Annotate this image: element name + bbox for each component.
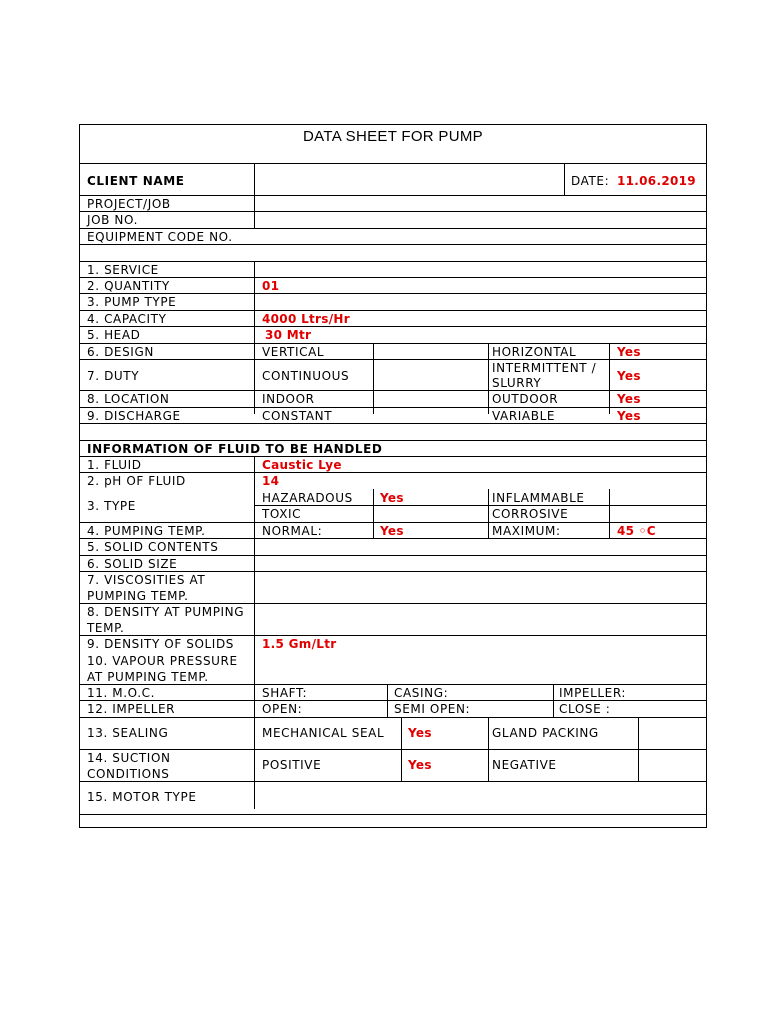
hazardous-label: HAZARADOUS bbox=[262, 491, 353, 505]
mechanical-seal-value: Yes bbox=[408, 726, 432, 740]
row-divider bbox=[80, 440, 706, 441]
fluid-section-title: INFORMATION OF FLUID TO BE HANDLED bbox=[87, 442, 383, 456]
positive-value: Yes bbox=[408, 758, 432, 772]
row-divider bbox=[80, 261, 706, 262]
date-value: 11.06.2019 bbox=[617, 174, 696, 188]
row-divider bbox=[80, 456, 706, 457]
column-divider bbox=[564, 163, 565, 195]
row-divider bbox=[80, 522, 706, 523]
column-divider bbox=[488, 489, 489, 539]
location-outdoor-value: Yes bbox=[617, 392, 641, 406]
suction-conditions-label: 14. SUCTION CONDITIONS bbox=[87, 751, 171, 781]
column-divider bbox=[254, 456, 255, 809]
row-divider bbox=[80, 228, 706, 229]
service-label: 1. SERVICE bbox=[87, 263, 159, 277]
head-label: 5. HEAD bbox=[87, 328, 141, 342]
column-divider bbox=[553, 684, 554, 717]
fluid-label: 1. FLUID bbox=[87, 458, 142, 472]
capacity-label: 4. CAPACITY bbox=[87, 312, 167, 326]
maximum-label: MAXIMUM: bbox=[492, 524, 561, 538]
row-divider bbox=[80, 163, 706, 164]
motor-type-label: 15. MOTOR TYPE bbox=[87, 790, 197, 804]
column-divider bbox=[387, 684, 388, 717]
row-divider bbox=[80, 717, 706, 718]
head-value: 30 Mtr bbox=[265, 328, 312, 342]
column-divider bbox=[373, 489, 374, 539]
column-divider bbox=[488, 717, 489, 781]
duty-continuous: CONTINUOUS bbox=[262, 369, 350, 383]
quantity-value: 01 bbox=[262, 279, 280, 293]
corrosive-label: CORROSIVE bbox=[492, 507, 569, 521]
density-solids-value: 1.5 Gm/Ltr bbox=[262, 637, 337, 651]
row-divider bbox=[80, 700, 706, 701]
viscosities-label: 7. VISCOSITIES AT PUMPING TEMP. bbox=[87, 573, 206, 603]
toxic-label: TOXIC bbox=[262, 507, 302, 521]
page-title: DATA SHEET FOR PUMP bbox=[303, 128, 483, 145]
row-divider bbox=[80, 195, 706, 196]
row-divider bbox=[80, 310, 706, 311]
density-solids-label: 9. DENSITY OF SOLIDS bbox=[87, 637, 234, 651]
duty-intermittent-value: Yes bbox=[617, 369, 641, 383]
open-label: OPEN: bbox=[262, 702, 303, 716]
column-divider bbox=[254, 163, 255, 228]
negative-label: NEGATIVE bbox=[492, 758, 557, 772]
maximum-value: 45 ◦C bbox=[617, 524, 656, 538]
discharge-variable: VARIABLE bbox=[492, 409, 556, 423]
row-divider bbox=[80, 343, 706, 344]
column-divider bbox=[254, 261, 255, 414]
design-horizontal-value: Yes bbox=[617, 345, 641, 359]
equipment-code-label: EQUIPMENT CODE NO. bbox=[87, 230, 233, 244]
gland-packing-label: GLAND PACKING bbox=[492, 726, 599, 740]
client-name-label: CLIENT NAME bbox=[87, 174, 185, 188]
design-horizontal: HORIZONTAL bbox=[492, 345, 577, 359]
ph-label: 2. pH OF FLUID bbox=[87, 474, 186, 488]
moc-label: 11. M.O.C. bbox=[87, 686, 156, 700]
quantity-label: 2. QUANTITY bbox=[87, 279, 170, 293]
location-outdoor: OUTDOOR bbox=[492, 392, 559, 406]
row-divider bbox=[254, 505, 706, 506]
row-divider bbox=[80, 538, 706, 539]
hazardous-value: Yes bbox=[380, 491, 404, 505]
normal-value: Yes bbox=[380, 524, 404, 538]
vapour-pressure-label: 10. VAPOUR PRESSURE AT PUMPING TEMP. bbox=[87, 654, 238, 684]
casing-label: CASING: bbox=[394, 686, 449, 700]
row-divider bbox=[80, 423, 706, 424]
row-divider bbox=[80, 244, 706, 245]
duty-label: 7. DUTY bbox=[87, 369, 140, 383]
location-indoor: INDOOR bbox=[262, 392, 315, 406]
impeller-label: 12. IMPELLER bbox=[87, 702, 176, 716]
row-divider bbox=[80, 359, 706, 360]
job-no-label: JOB NO. bbox=[87, 213, 138, 227]
close-label: CLOSE : bbox=[559, 702, 611, 716]
column-divider bbox=[488, 343, 489, 414]
discharge-variable-value: Yes bbox=[617, 409, 641, 423]
duty-intermittent: INTERMITTENT / SLURRY bbox=[492, 361, 597, 390]
column-divider bbox=[638, 717, 639, 781]
sealing-label: 13. SEALING bbox=[87, 726, 169, 740]
row-divider bbox=[80, 407, 706, 408]
row-divider bbox=[80, 277, 706, 278]
pumping-temp-label: 4. PUMPING TEMP. bbox=[87, 524, 206, 538]
type-label: 3. TYPE bbox=[87, 499, 136, 513]
shaft-label: SHAFT: bbox=[262, 686, 308, 700]
solid-size-label: 6. SOLID SIZE bbox=[87, 557, 178, 571]
discharge-label: 9. DISCHARGE bbox=[87, 409, 181, 423]
project-label: PROJECT/JOB bbox=[87, 197, 171, 211]
location-label: 8. LOCATION bbox=[87, 392, 170, 406]
design-label: 6. DESIGN bbox=[87, 345, 154, 359]
column-divider bbox=[609, 343, 610, 414]
density-label: 8. DENSITY AT PUMPING TEMP. bbox=[87, 605, 245, 635]
impeller-moc-label: IMPELLER: bbox=[559, 686, 627, 700]
mechanical-seal-label: MECHANICAL SEAL bbox=[262, 726, 385, 740]
pump-data-sheet bbox=[79, 124, 707, 828]
positive-label: POSITIVE bbox=[262, 758, 322, 772]
ph-value: 14 bbox=[262, 474, 280, 488]
row-divider bbox=[80, 293, 706, 294]
row-divider bbox=[80, 555, 706, 556]
inflammable-label: INFLAMMABLE bbox=[492, 491, 585, 505]
solid-contents-label: 5. SOLID CONTENTS bbox=[87, 540, 219, 554]
row-divider bbox=[80, 472, 706, 473]
row-divider bbox=[80, 814, 706, 815]
date-label: DATE: bbox=[571, 174, 610, 188]
fluid-value: Caustic Lye bbox=[262, 458, 342, 472]
discharge-constant: CONSTANT bbox=[262, 409, 333, 423]
semi-open-label: SEMI OPEN: bbox=[394, 702, 471, 716]
pump-type-label: 3. PUMP TYPE bbox=[87, 295, 177, 309]
capacity-value: 4000 Ltrs/Hr bbox=[262, 312, 350, 326]
column-divider bbox=[401, 717, 402, 781]
row-divider bbox=[80, 211, 706, 212]
design-vertical: VERTICAL bbox=[262, 345, 325, 359]
normal-label: NORMAL: bbox=[262, 524, 323, 538]
column-divider bbox=[609, 489, 610, 539]
column-divider bbox=[373, 343, 374, 414]
row-divider bbox=[80, 326, 706, 327]
row-divider bbox=[80, 390, 706, 391]
